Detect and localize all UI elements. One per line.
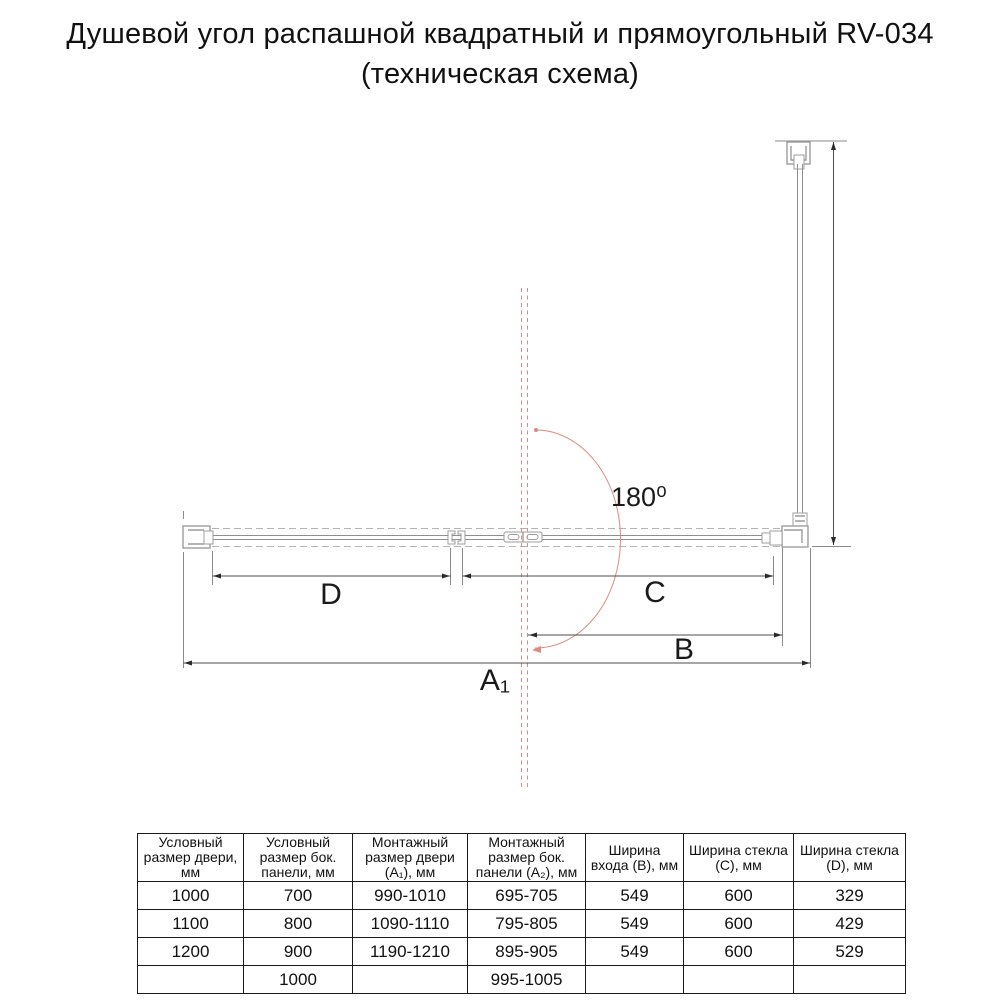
table-cell: 800 [244,910,353,938]
table-cell [586,966,684,994]
front-panel-glass [212,529,782,547]
dimension-c [463,556,774,585]
size-table-body [138,882,906,994]
table-cell: 1090-1110 [353,910,468,938]
dimension-c-label: C [644,576,666,609]
left-wall-profile [183,511,213,548]
center-connector [504,532,542,542]
table-cell: 1190-1210 [353,938,468,966]
table-row [138,966,906,994]
table-cell [353,966,468,994]
table-cell: 1000 [244,966,353,994]
table-cell: 695-705 [468,882,586,910]
table-row [138,938,906,966]
table-cell: 329 [794,882,906,910]
top-wall-profile [775,141,847,169]
table-cell: 600 [684,910,794,938]
table-row [138,882,906,910]
size-table-header [138,834,906,882]
size-table [137,833,906,994]
dimension-side-panel [831,142,836,545]
table-cell [138,966,244,994]
col-glass-width-c: Ширина стекла (C), мм [684,834,794,882]
table-cell: 995-1005 [468,966,586,994]
table-cell [794,966,906,994]
table-cell: 549 [586,938,684,966]
col-glass-width-d: Ширина стекла (D), мм [794,834,906,882]
dimension-a1 [184,548,811,668]
dimension-d-label: D [320,578,342,611]
title-line-1: Душевой угол распашной квадратный и прямоугольный RV-034 [66,18,934,50]
angle-label: 180⁰ [611,482,667,512]
door-end-connector [762,531,782,545]
title-line-2: (техническая схема) [360,58,640,90]
col-entry-width-b: Ширина входа (B), мм [586,834,684,882]
col-door-mounting-a1: Монтажный размер двери (A₁), мм [353,834,468,882]
col-side-nominal: Условный размер бок. панели, мм [244,834,353,882]
table-cell: 895-905 [468,938,586,966]
table-cell: 549 [586,910,684,938]
table-cell: 429 [794,910,906,938]
table-cell [684,966,794,994]
col-door-nominal: Условный размер двери, мм [138,834,244,882]
table-cell: 600 [684,882,794,910]
side-panel-glass [798,164,803,517]
table-cell: 795-805 [468,910,586,938]
dimension-a1-label: A₁ [479,664,511,697]
table-cell: 529 [794,938,906,966]
table-cell: 600 [684,938,794,966]
table-cell: 990-1010 [353,882,468,910]
table-cell: 1100 [138,910,244,938]
corner-profile [782,513,851,547]
table-cell: 700 [244,882,353,910]
dimension-d [184,551,451,668]
table-row [138,910,906,938]
table-cell: 900 [244,938,353,966]
table-cell: 1200 [138,938,244,966]
col-side-mounting-a2: Монтажный размер бок. панели (A₂), мм [468,834,586,882]
dimension-b-label: B [673,633,695,666]
table-cell: 1000 [138,882,244,910]
table-cell: 549 [586,882,684,910]
